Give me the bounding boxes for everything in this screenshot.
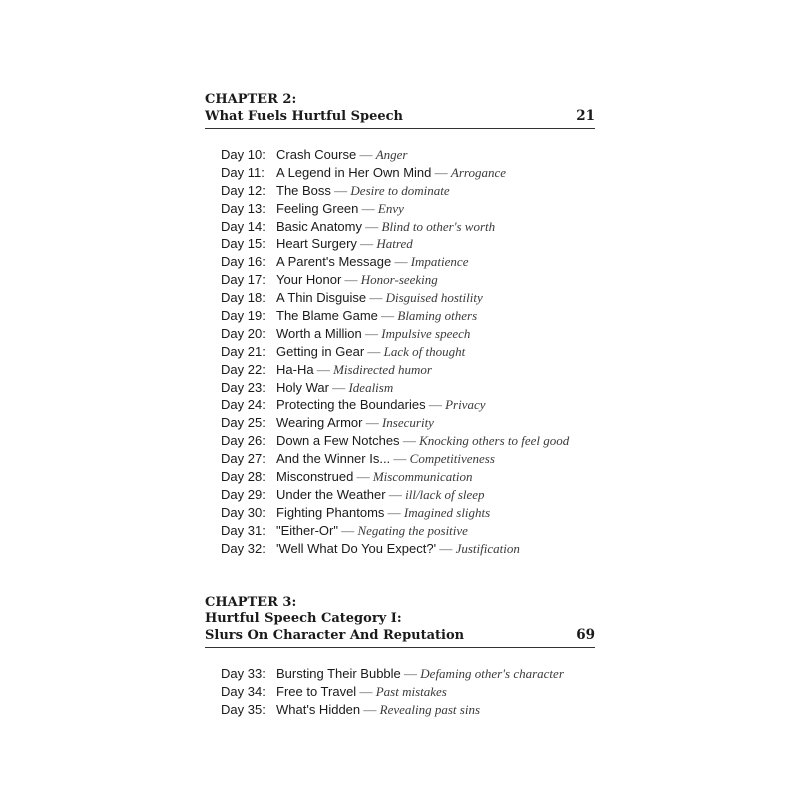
entry-topic: Arrogance <box>450 164 506 180</box>
entry-topic: Negating the positive <box>357 522 468 538</box>
entry-topic: Imagined slights <box>403 504 491 520</box>
entry-topic: Honor-seeking <box>360 272 438 288</box>
entry-day: Day 30: <box>221 504 266 520</box>
entry-day: Day 20: <box>221 325 266 341</box>
entry-title: "Either-Or" <box>276 522 338 538</box>
entry-topic: Disguised hostility <box>385 290 483 306</box>
toc-entry <box>221 504 595 522</box>
entry-topic: Hatred <box>376 236 413 252</box>
entry-separator: — <box>316 361 330 377</box>
entry-topic: Lack of thought <box>383 343 466 359</box>
entry-topic: Miscommunication <box>372 469 473 485</box>
entry-separator: — <box>344 272 358 288</box>
entry-title: And the Winner Is... <box>276 451 391 467</box>
chapter-title: What Fuels Hurtful Speech <box>205 109 403 124</box>
entry-separator: — <box>402 433 416 449</box>
toc-entry <box>221 540 595 558</box>
entry-topic: Knocking others to feel good <box>419 433 570 449</box>
entry-title: Misconstrued <box>276 469 354 485</box>
chapter-entries <box>205 146 595 557</box>
entry-day: Day 12: <box>221 182 266 198</box>
toc-entry <box>221 468 595 486</box>
entry-day: Day 33: <box>221 666 266 682</box>
entry-separator: — <box>359 684 373 700</box>
entry-day: Day 19: <box>221 308 266 324</box>
chapter-entries <box>205 665 595 719</box>
chapter-page-number: 21 <box>576 108 595 124</box>
entry-title: Getting in Gear <box>276 343 365 359</box>
entry-topic: ill/lack of sleep <box>405 486 485 502</box>
toc-entry <box>221 200 595 218</box>
entry-day: Day 25: <box>221 415 266 431</box>
toc-entry <box>221 450 595 468</box>
toc-entry <box>221 182 595 200</box>
entry-title: Wearing Armor <box>276 415 363 431</box>
toc-entry <box>221 414 595 432</box>
entry-day: Day 27: <box>221 451 266 467</box>
entry-day: Day 16: <box>221 254 266 270</box>
toc-entry <box>221 271 595 289</box>
entry-title: Fighting Phantoms <box>276 504 385 520</box>
entry-separator: — <box>388 486 402 502</box>
chapter-page-number: 69 <box>576 627 595 644</box>
toc-entry <box>221 253 595 271</box>
entry-day: Day 14: <box>221 218 266 234</box>
entry-separator: — <box>334 182 348 198</box>
entry-day: Day 29: <box>221 486 266 502</box>
entry-day: Day 31: <box>221 522 266 538</box>
entry-day: Day 22: <box>221 361 266 377</box>
entry-day: Day 23: <box>221 379 266 395</box>
entry-separator: — <box>359 147 373 162</box>
entry-topic: Anger <box>375 147 408 162</box>
entry-topic: Impulsive speech <box>381 325 471 341</box>
entry-separator: — <box>439 540 453 556</box>
entry-title: A Parent's Message <box>276 254 392 270</box>
entry-title: A Legend in Her Own Mind <box>276 164 432 180</box>
entry-day: Day 10: <box>221 147 266 162</box>
chapter-title-row <box>205 108 595 129</box>
entry-separator: — <box>381 308 395 324</box>
entry-topic: Defaming other's character <box>420 666 564 682</box>
entry-separator: — <box>428 397 442 413</box>
entry-title: A Thin Disguise <box>276 290 367 306</box>
toc-entry <box>221 343 595 361</box>
chapter-label: CHAPTER 3: <box>205 595 297 611</box>
entry-topic: Impatience <box>410 254 469 270</box>
chapter-heading <box>205 595 595 648</box>
table-of-contents <box>205 92 595 719</box>
entry-title: Protecting the Boundaries <box>276 397 426 413</box>
entry-title: Heart Surgery <box>276 236 357 252</box>
toc-entry <box>221 361 595 379</box>
entry-day: Day 13: <box>221 200 266 216</box>
entry-separator: — <box>434 164 448 180</box>
entry-day: Day 26: <box>221 433 266 449</box>
entry-title: Basic Anatomy <box>276 218 362 234</box>
entry-title: Down a Few Notches <box>276 433 400 449</box>
entry-topic: Desire to dominate <box>350 182 450 198</box>
toc-entry <box>221 218 595 236</box>
toc-entry <box>221 701 595 719</box>
entry-title: The Boss <box>276 182 331 198</box>
chapter-3-section <box>205 595 595 719</box>
entry-topic: Idealism <box>348 379 394 395</box>
entry-title: What's Hidden <box>276 702 361 718</box>
entry-title: Free to Travel <box>276 684 357 700</box>
entry-day: Day 11: <box>221 164 265 180</box>
toc-entry <box>221 289 595 307</box>
toc-entry <box>221 486 595 504</box>
chapter-label: CHAPTER 2: <box>205 92 297 107</box>
toc-entry <box>221 379 595 397</box>
toc-entry <box>221 325 595 343</box>
entry-day: Day 21: <box>221 343 266 359</box>
entry-topic: Justification <box>455 540 520 556</box>
entry-title: Bursting Their Bubble <box>276 666 401 682</box>
entry-title: Feeling Green <box>276 200 359 216</box>
entry-day: Day 34: <box>221 684 266 700</box>
entry-separator: — <box>369 290 383 306</box>
entry-topic: Blind to other's worth <box>381 218 496 234</box>
entry-separator: — <box>365 218 379 234</box>
entry-separator: — <box>394 254 408 270</box>
chapter-heading <box>205 92 595 129</box>
toc-entry <box>221 146 595 164</box>
toc-entry <box>221 665 595 683</box>
entry-day: Day 15: <box>221 236 266 252</box>
entry-separator: — <box>393 451 407 467</box>
chapter-title: Slurs On Character And Reputation <box>205 628 465 644</box>
entry-title: Worth a Million <box>276 325 362 341</box>
entry-topic: Revealing past sins <box>379 702 481 718</box>
entry-day: Day 28: <box>221 469 266 485</box>
entry-topic: Competitiveness <box>409 451 495 467</box>
entry-separator: — <box>356 469 370 485</box>
entry-day: Day 24: <box>221 397 266 413</box>
entry-separator: — <box>363 702 377 718</box>
entry-separator: — <box>341 522 355 538</box>
entry-separator: — <box>364 325 378 341</box>
entry-topic: Blaming others <box>397 308 478 324</box>
entry-topic: Past mistakes <box>375 684 447 700</box>
entry-separator: — <box>361 200 375 216</box>
chapter-subtitle: Hurtful Speech Category I: <box>205 611 402 627</box>
entry-title: Ha-Ha <box>276 361 314 377</box>
entry-topic: Misdirected humor <box>333 361 432 377</box>
toc-entry <box>221 164 595 182</box>
chapter-title-row <box>205 627 595 648</box>
entry-title: Holy War <box>276 379 329 395</box>
toc-entry <box>221 432 595 450</box>
entry-separator: — <box>367 343 381 359</box>
toc-entry <box>221 235 595 253</box>
entry-separator: — <box>387 504 401 520</box>
toc-entry <box>221 683 595 701</box>
entry-day: Day 18: <box>221 290 266 306</box>
toc-entry <box>221 396 595 414</box>
chapter-2-section <box>205 92 595 557</box>
entry-title: 'Well What Do You Expect?' <box>276 540 437 556</box>
entry-separator: — <box>332 379 346 395</box>
entry-topic: Insecurity <box>381 415 434 431</box>
entry-title: Under the Weather <box>276 486 386 502</box>
entry-title: Your Honor <box>276 272 342 288</box>
entry-separator: — <box>365 415 379 431</box>
entry-topic: Privacy <box>445 397 486 413</box>
entry-day: Day 17: <box>221 272 266 288</box>
entry-day: Day 32: <box>221 540 266 556</box>
entry-separator: — <box>360 236 374 252</box>
entry-topic: Envy <box>377 200 404 216</box>
entry-separator: — <box>404 666 418 682</box>
toc-entry <box>221 522 595 540</box>
entry-title: Crash Course <box>276 147 357 162</box>
entry-day: Day 35: <box>221 702 266 718</box>
entry-title: The Blame Game <box>276 308 378 324</box>
toc-entry <box>221 307 595 325</box>
